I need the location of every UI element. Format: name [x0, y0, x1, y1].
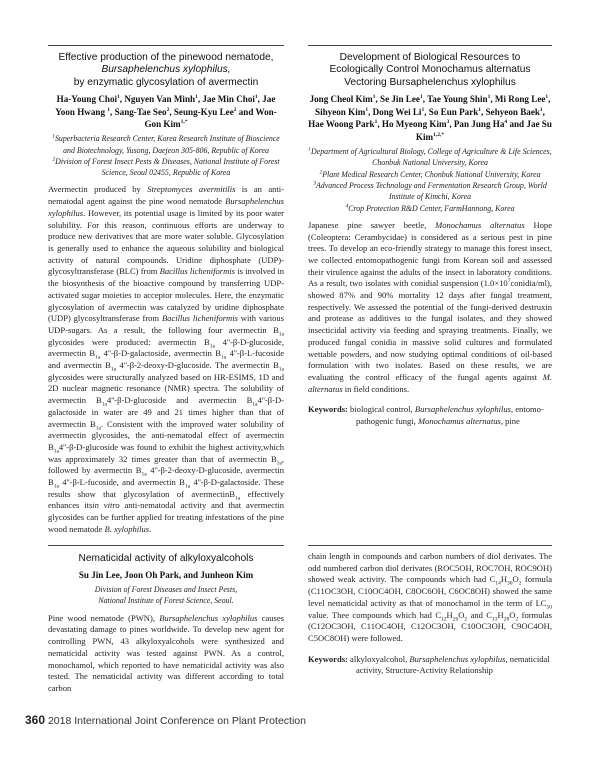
- rule-middle-right: [308, 545, 552, 546]
- abstract-2-title: Development of Biological Resources to Ecologically Control Monochamus alternatus Vectoring Bursaphelenchus xylophilus: [329, 52, 531, 88]
- abstract-3-keywords: Keywords: alkyloxyalcohol, Bursaphelenchus xylophilus, nematicidal activity, Structure-Activity Relationship: [308, 653, 550, 676]
- page-footer: [25, 713, 306, 727]
- abstract-3-title: Nematicidal activity of alkyloxyalcohols: [78, 553, 254, 564]
- abstract-avermectin: [48, 52, 284, 536]
- abstract-alkyloxyalcohols-continued: [308, 551, 552, 677]
- rule-top-left: [48, 45, 284, 46]
- abstract-alkyloxyalcohols: [48, 553, 284, 695]
- abstract-2-affiliations: $^1$Department of Agricultural Biology, College of Agriculture & Life Sciences, Chonbuk National University, Korea $^2$Plant Medical Research Center, Chonbuk National University, Korea $^3$Advanced Process Technology and Fermentation Research Group, World Institute of Kimchi, Korea $^4$Crop Protection R&D Center, FarmHannong, Korea: [308, 146, 552, 213]
- abstract-1-title: Effective production of the pinewood nematode, Bursaphelenchus xylophilus, by enzymatic glycosylation of avermectin: [58, 52, 274, 88]
- abstract-3-affiliations: Division of Forest Diseases and Insect Pests, National Institute of Forest Science, Seoul.: [94, 585, 238, 606]
- abstract-3-authors: Su Jin Lee, Joon Oh Park, and Junheon Kim: [78, 570, 254, 581]
- rule-middle-left: [48, 545, 284, 546]
- abstract-2-body: Japanese pine sawyer beetle, Monochamus alternatus Hope (Coleoptera: Cerambycidae) is considered as a serious pest in pine trees. To develop an eco-friendly strategy to manage this forest insect, we collected entomopathogenic fungi from Korean soil and assessed their virulence against the adults of the insect in laboratory conditions. As a result, two isolates with conidial suspension $(1.0\times 10^7conidia/ml)$, showed 87% and 90% mortality 12 days after fungal treatment, respectively. We assessed the potential of the fungi-derived destruxin and protease as additives to the fungal isolates, and they showed insecticidal activity via feeding and spraying treatments. Finally, we produced fungal conidia in massive solid cultures and formulated wettable powders, and now studying optimal conditions of oil-based formulation with two isolates. Based on these results, we are evaluating the control efficacy of the fungal agents against M. alternatus in field conditions.: [308, 219, 552, 394]
- page-number: 360: [25, 713, 46, 727]
- abstract-1-body: Avermectin produced by Streptomyces avermitilis is an anti-nematodal agent against the pine wood nematode Bursaphelenchus xylophilus. However, its potential usage is limited by its poor water solubility. For this reason, continuous efforts are underway to produce new derivatives that are more water soluble. Glycosylation is generally used to enhance the aqueous solubility and biological activity of natural compounds. Uridine diphosphate (UDP)-glycosyltransferase (BLC) from Bacillus licheniformis is involved in the biosynthesis of the bioactive compound by transferring UDP-activated sugar moieties to acceptor molecules. Here, the enzymatic glycosylation of avermectin was catalyzed by uridine diphosphate (UDP) glycosyltransferase from Bacillus licheniformis with various UDP-sugars. As a result, the following four avermectin $B_{1a}$ glycosides were produced: avermectin $B_{1a}$ 4''-β-D-glucoside, avermectin $B_{1a}$ 4''-β-D-galactoside, avermectin $B_{1a}$ 4''-β-L-fucoside and avermectin $B_{1a}$ 4''-β-2-deoxy-D-glucoside. The avermectin $B_{1a}$ glycosides were structurally analyzed based on HR-ESIMS, 1D and 2D nuclear magnetic resonance (NMR) spectra. The solubility of avermectin $B_{1a}4''-\beta-D$-glucoside and avermectin $B_{1a}4''-\beta-D$-galactoside in water are 49 and 21 times higher than that of avermectin $B_{1a}$. Consistent with the improved water solubility of avermectin glycosides, the anti-nematodal effect of avermectin $B_{1a}4''-\beta-D$-glucoside was found to exhibit the highest activity,which was approximately 32 times greater than that of avermectin $B_{1a}$, followed by avermectin $B_{1a}$ 4''-β-2-deoxy-D-glucoside, avermectin $B_{1a}$ 4''-β-L-fucoside, and avermectin $B_{1a}$ 4''-β-D-galactoside. These results show that glycosylation of avermectinB$_{1a}$ effectively enhances itsin vitro anti-nematodal activity and that avermectin glycosides can be further applied for treating infestations of the pine wood nematode B. xylophilus.: [48, 184, 285, 534]
- abstract-1-authors: Ha-Young Choi$^1$, Nguyen Van Minh$^1$, Jae Min Choi$^1$, Jae Yoon Hwang $^1$, Sang-Tae Seo$^2$, Seung-Kyu Lee$^2$ and Won-Gon Kim$^{1,*}$: [55, 93, 277, 130]
- abstract-3-body-part1: Pine wood nematode (PWN), Bursaphelenchus xylophilus causes devastating damage to pines worldwide. To develop new agent for controlling PWN, 43 alkyloxyalcohols were synthesized and nematicidal activity was tested against PWN. As a control, monochamol, which reported to have nematicidal activity was also tested. The nematicidal activity was different according to total carbon: [48, 612, 285, 693]
- conference-name: 2018 International Joint Conference on Plant Protection: [47, 715, 306, 727]
- abstract-1-affiliations: $^1$Superbacteria Research Center, Korea Research Institute of Bioscience and Biotechnology, Yusong, Daejeon 305-806, Republic of Korea $^2$Division of Forest Insect Pests & Diseases, National Institute of Forest Science, Seoul 02455, Republic of Korea: [52, 133, 280, 178]
- abstract-2-authors: Jong Cheol Kim$^1$, Se Jin Lee$^1$, Tae Young Shin$^1$, Mi Rong Lee$^1$, Sihyeon Kim$^1$, Dong Wei Li$^1$, So Eun Park$^1$, Sehyeon Baek$^1$, Hae Woong Park$^1$, Ho Myeong Kim$^3$, Pan Jung Ha$^4$ and Jae Su Kim$^{1,2,*}$: [308, 93, 552, 143]
- rule-top-right: [308, 45, 552, 46]
- abstract-3-body-part2: chain length in compounds and carbon numbers of diol derivates. The odd numbered carbon diol derivates (ROC5OH, ROC7OH, ROC9OH) showed weak activity. The compounds which had $C_{14}H_{30}O_2$ formula (C11OC3OH, C10OC4OH, C8OC6OH, C6OC8OH) showed the same level nematicidal activity as that of monochamol in the term of $LC_{50}$ value. Thee compounds which had $C_{12}H_{26}O_2$ and $C_{13}H_{28}O_2$ formulas (C12OC3OH, C11OC4OH, C12OC3OH, C10OC3OH, C9OC4OH, C5OC8OH) were followed.: [308, 551, 552, 643]
- abstract-2-keywords: Keywords: biological control, Bursaphelenchus xylophilus, entomo-pathogenic fungi, Monochamus alternatus, pine: [308, 404, 544, 427]
- abstract-monochamus: [308, 52, 552, 428]
